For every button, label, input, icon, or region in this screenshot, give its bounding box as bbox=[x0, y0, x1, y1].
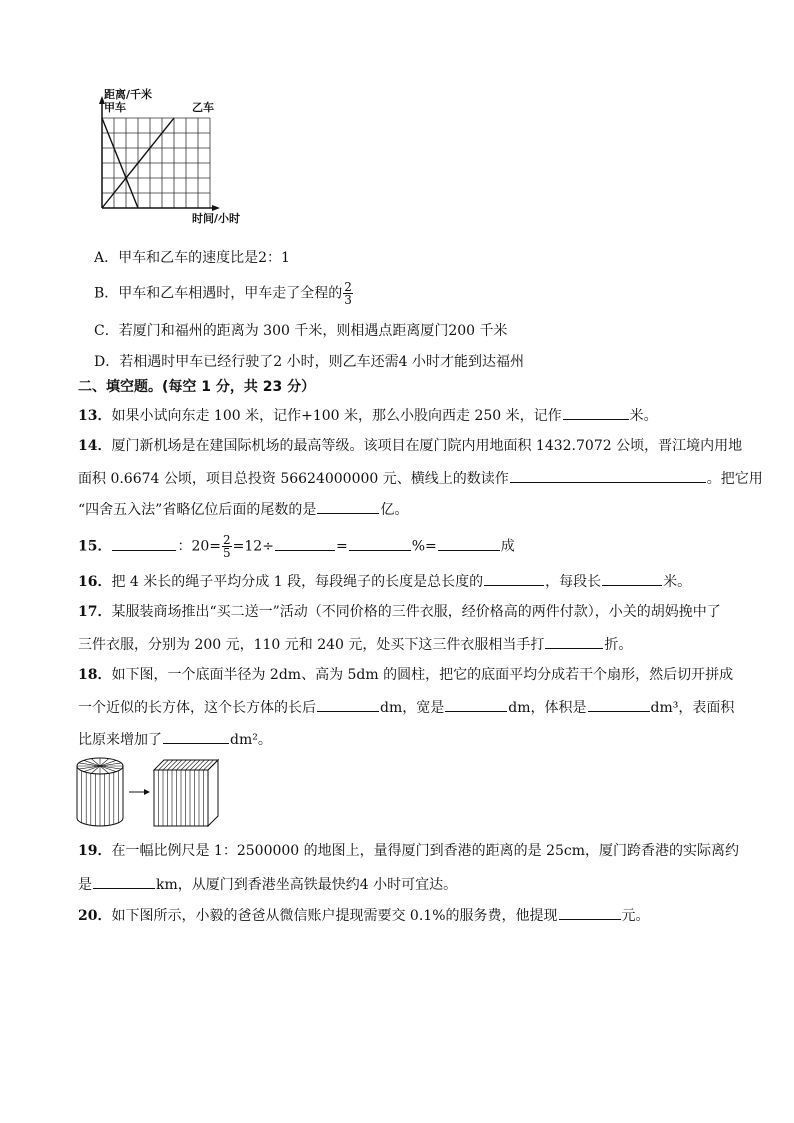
stripe-line bbox=[181, 760, 191, 770]
option-b-fraction bbox=[343, 281, 353, 306]
section-title: 二、填空题。(每空 1 分，共 23 分） bbox=[78, 379, 316, 395]
answer-blank[interactable] bbox=[545, 634, 603, 649]
question-number: 14． bbox=[78, 438, 112, 454]
option-b bbox=[94, 281, 354, 306]
chart-grid bbox=[102, 118, 210, 208]
cylinder bbox=[77, 758, 123, 826]
question-number: 17． bbox=[78, 604, 112, 620]
cylinder-stripes bbox=[82, 771, 119, 826]
question-number: 15． bbox=[78, 538, 112, 555]
question-text: dm，宽是 bbox=[380, 700, 445, 716]
stripe-line bbox=[172, 760, 182, 770]
fraction-numerator: 2 bbox=[344, 280, 352, 294]
answer-blank[interactable] bbox=[163, 729, 229, 744]
fraction-numerator: 2 bbox=[223, 533, 231, 547]
fraction-denominator: 3 bbox=[344, 293, 352, 307]
stripe-line bbox=[159, 760, 169, 770]
stripe-line bbox=[195, 760, 205, 770]
question-text: 是 bbox=[78, 877, 92, 893]
answer-blank[interactable] bbox=[588, 697, 650, 712]
answer-blank[interactable] bbox=[317, 697, 379, 712]
question-text: ：20= bbox=[177, 538, 222, 555]
question-number: 19． bbox=[78, 843, 112, 859]
sector-line bbox=[84, 760, 100, 766]
question-number: 13． bbox=[78, 408, 112, 424]
stripe-line bbox=[168, 760, 178, 770]
question-text: 米。 bbox=[629, 408, 658, 424]
question-text: = bbox=[335, 538, 348, 555]
question-19-line2 bbox=[78, 874, 457, 894]
x-axis-label: 时间/小时 bbox=[192, 212, 241, 225]
answer-blank[interactable] bbox=[349, 536, 411, 551]
question-text: ，每段长 bbox=[545, 574, 602, 590]
line-b-label: 乙车 bbox=[192, 101, 214, 114]
question-text: “四舍五入法”省略亿位后面的尾数的是 bbox=[78, 502, 317, 518]
answer-blank[interactable] bbox=[438, 536, 500, 551]
answer-blank[interactable] bbox=[563, 405, 629, 420]
stripe-line bbox=[204, 760, 214, 770]
question-number: 16． bbox=[78, 574, 112, 590]
cuboid bbox=[154, 760, 218, 826]
answer-blank[interactable] bbox=[93, 874, 155, 889]
question-number: 20． bbox=[78, 908, 112, 924]
question-20 bbox=[78, 905, 650, 925]
question-18-line1 bbox=[78, 666, 733, 684]
cylinder-cuboid-svg bbox=[76, 756, 256, 828]
answer-blank[interactable] bbox=[112, 536, 176, 551]
distance-time-chart bbox=[96, 86, 266, 226]
question-text: 元。 bbox=[621, 908, 650, 924]
answer-blank[interactable] bbox=[602, 571, 662, 586]
y-axis-label: 距离/千米 bbox=[104, 88, 153, 101]
cylinder-to-cuboid-figure bbox=[76, 756, 256, 828]
question-text: dm³，表面积 bbox=[650, 700, 735, 716]
answer-blank[interactable] bbox=[445, 697, 507, 712]
stripe-line bbox=[199, 760, 209, 770]
answer-blank[interactable] bbox=[510, 468, 706, 483]
stripe-line bbox=[163, 760, 173, 770]
question-text: 三件衣服，分别为 200 元，110 元和 240 元，处买下这三件衣服相当手打 bbox=[78, 637, 545, 653]
question-15-fraction bbox=[222, 534, 232, 559]
question-number: 18． bbox=[78, 667, 112, 683]
question-text: 如下图所示，小毅的爸爸从微信账户提现需要交 0.1%的服务费，他提现 bbox=[111, 908, 558, 924]
question-text: 在一幅比例尺是 1：2500000 的地图上，量得厦门到香港的距离的是 25cm，厦门跨香港的实际离约 bbox=[111, 843, 740, 859]
question-text: 比原来增加了 bbox=[78, 732, 162, 748]
question-text: 一个近似的长方体，这个长方体的长后 bbox=[78, 700, 316, 716]
transform-arrow bbox=[129, 789, 150, 795]
question-17-line2 bbox=[78, 634, 632, 654]
sector-line bbox=[100, 766, 116, 772]
question-text: dm²。 bbox=[230, 732, 272, 748]
question-18-line2 bbox=[78, 697, 734, 717]
question-text: 如果小试向东走 100 米，记作+100 米，那么小股向西走 250 米，记作 bbox=[111, 408, 562, 424]
question-18-line3 bbox=[78, 729, 272, 749]
question-16 bbox=[78, 571, 691, 591]
answer-blank[interactable] bbox=[275, 536, 335, 551]
answer-blank[interactable] bbox=[484, 571, 544, 586]
line-a-label: 甲车 bbox=[104, 101, 126, 114]
question-14-line2 bbox=[78, 468, 763, 488]
question-13 bbox=[78, 405, 658, 425]
option-b-text: B．甲车和乙车相遇时，甲车走了全程的 bbox=[94, 285, 343, 302]
fraction-denominator: 5 bbox=[223, 546, 231, 560]
question-14-line1 bbox=[78, 437, 742, 455]
question-17-line1 bbox=[78, 603, 721, 621]
answer-blank[interactable] bbox=[559, 905, 621, 920]
question-text: 把 4 米长的绳子平均分成 1 段，每段绳子的长度是总长度的 bbox=[111, 574, 484, 590]
question-text: 厦门新机场是在建国际机场的最高等级。该项目在厦门院内用地面积 1432.7072 公顷，晋江境内用地 bbox=[111, 438, 743, 454]
question-text: 亿。 bbox=[380, 502, 409, 518]
stripe-line bbox=[177, 760, 187, 770]
question-text: =12÷ bbox=[232, 538, 274, 555]
option-c: C．若厦门和福州的距离为 300 千米，则相遇点距离厦门200 千米 bbox=[94, 323, 508, 339]
question-text: km，从厦门到香港坐高铁最快约4 小时可宜达。 bbox=[156, 877, 458, 893]
question-15 bbox=[78, 534, 515, 559]
cylinder-sectors bbox=[77, 758, 123, 774]
question-text: dm，体积是 bbox=[508, 700, 587, 716]
option-d: D．若相遇时甲车已经行驶了2 小时，则乙车还需4 小时才能到达福州 bbox=[94, 354, 524, 370]
stripe-line bbox=[190, 760, 200, 770]
question-text: 成 bbox=[500, 538, 515, 555]
sector-line bbox=[100, 760, 116, 766]
question-text: 如下图，一个底面半径为 2dm、高为 5dm 的圆柱，把它的底面平均分成若干个扇形，然后切开拼成 bbox=[111, 667, 734, 683]
question-text: 。把它用 bbox=[706, 471, 763, 487]
question-text: 折。 bbox=[604, 637, 633, 653]
answer-blank[interactable] bbox=[317, 499, 379, 514]
question-text: 米。 bbox=[663, 574, 692, 590]
stripe-line bbox=[186, 760, 196, 770]
question-19-line1 bbox=[78, 842, 739, 860]
question-text: %= bbox=[411, 538, 437, 555]
question-14-line3 bbox=[78, 499, 408, 519]
option-a: A．甲车和乙车的速度比是2：1 bbox=[94, 250, 290, 266]
question-text: 面积 0.6674 公顷，项目总投资 56624000000 元、横线上的数读作 bbox=[78, 471, 509, 487]
question-text: 某服装商场推出“买二送一”活动（不同价格的三件衣服，经价格高的两件付款），小关的胡妈挽中了 bbox=[111, 604, 721, 620]
sector-line bbox=[84, 766, 100, 772]
